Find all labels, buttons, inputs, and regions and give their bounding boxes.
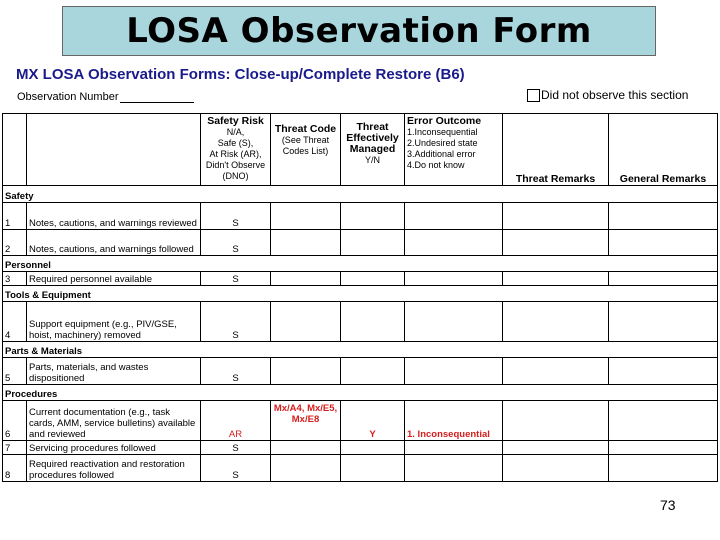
header-threat-code: Threat Code (See Threat Codes List) xyxy=(271,114,341,186)
row-safety-risk[interactable]: S xyxy=(201,272,271,286)
row-item: Required reactivation and restoration procedures followed xyxy=(27,455,201,482)
row-general-remarks[interactable] xyxy=(609,455,718,482)
observation-table xyxy=(2,113,718,482)
row-threat-remarks[interactable] xyxy=(503,230,609,256)
row-threat-remarks[interactable] xyxy=(503,455,609,482)
row-threat-managed[interactable] xyxy=(341,358,405,385)
row-threat-code[interactable] xyxy=(271,230,341,256)
row-general-remarks[interactable] xyxy=(609,302,718,342)
row-number: 4 xyxy=(3,302,27,342)
row-error-outcome[interactable]: 1. Inconsequential xyxy=(405,401,503,441)
row-number: 6 xyxy=(3,401,27,441)
row-safety-risk[interactable]: S xyxy=(201,358,271,385)
row-threat-code[interactable] xyxy=(271,203,341,230)
row-error-outcome[interactable] xyxy=(405,358,503,385)
section-row xyxy=(3,342,718,358)
header-threat-managed: Threat Effectively Managed Y/N xyxy=(341,114,405,186)
section-safety: Safety xyxy=(3,186,718,203)
section-tools: Tools & Equipment xyxy=(3,286,718,302)
row-threat-remarks[interactable] xyxy=(503,203,609,230)
title-banner xyxy=(62,6,656,56)
row-error-outcome[interactable] xyxy=(405,230,503,256)
row-threat-managed[interactable] xyxy=(341,272,405,286)
did-not-observe-label: Did not observe this section xyxy=(541,88,689,102)
row-general-remarks[interactable] xyxy=(609,230,718,256)
did-not-observe[interactable] xyxy=(527,88,688,102)
row-threat-managed[interactable] xyxy=(341,203,405,230)
section-row xyxy=(3,385,718,401)
row-threat-code[interactable] xyxy=(271,358,341,385)
row-item: Servicing procedures followed xyxy=(27,441,201,455)
row-number: 3 xyxy=(3,272,27,286)
table-row xyxy=(3,302,718,342)
table-row xyxy=(3,455,718,482)
row-threat-code[interactable] xyxy=(271,441,341,455)
row-general-remarks[interactable] xyxy=(609,272,718,286)
header-blank-num xyxy=(3,114,27,186)
row-error-outcome[interactable] xyxy=(405,203,503,230)
did-not-observe-checkbox[interactable] xyxy=(527,89,540,102)
row-threat-managed[interactable] xyxy=(341,302,405,342)
header-row xyxy=(3,114,718,186)
header-error-outcome: Error Outcome 1.Inconsequential 2.Undesired state 3.Additional error 4.Do not know xyxy=(405,114,503,186)
form-subtitle: MX LOSA Observation Forms: Close-up/Complete Restore (B6) xyxy=(16,66,465,83)
observation-number-line[interactable] xyxy=(120,92,194,103)
row-number: 1 xyxy=(3,203,27,230)
row-threat-code[interactable] xyxy=(271,272,341,286)
row-threat-code[interactable] xyxy=(271,302,341,342)
table-row xyxy=(3,230,718,256)
table-row xyxy=(3,272,718,286)
row-threat-remarks[interactable] xyxy=(503,358,609,385)
row-threat-managed[interactable]: Y xyxy=(341,401,405,441)
row-general-remarks[interactable] xyxy=(609,358,718,385)
row-threat-remarks[interactable] xyxy=(503,302,609,342)
table-row xyxy=(3,203,718,230)
row-general-remarks[interactable] xyxy=(609,203,718,230)
section-row xyxy=(3,186,718,203)
row-safety-risk[interactable]: S xyxy=(201,203,271,230)
row-number: 7 xyxy=(3,441,27,455)
row-general-remarks[interactable] xyxy=(609,401,718,441)
row-safety-risk[interactable]: AR xyxy=(201,401,271,441)
row-item: Parts, materials, and wastes dispositioned xyxy=(27,358,201,385)
row-threat-managed[interactable] xyxy=(341,441,405,455)
table-row xyxy=(3,441,718,455)
section-procedures: Procedures xyxy=(3,385,718,401)
row-safety-risk[interactable]: S xyxy=(201,441,271,455)
section-row xyxy=(3,256,718,272)
row-threat-code[interactable]: Mx/A4, Mx/E5, Mx/E8 xyxy=(271,401,341,441)
row-error-outcome[interactable] xyxy=(405,272,503,286)
row-threat-remarks[interactable] xyxy=(503,401,609,441)
row-error-outcome[interactable] xyxy=(405,455,503,482)
header-general-remarks: General Remarks xyxy=(609,114,718,186)
row-item: Support equipment (e.g., PIV/GSE, hoist, machinery) removed xyxy=(27,302,201,342)
row-threat-remarks[interactable] xyxy=(503,441,609,455)
row-threat-remarks[interactable] xyxy=(503,272,609,286)
section-personnel: Personnel xyxy=(3,256,718,272)
row-threat-managed[interactable] xyxy=(341,230,405,256)
observation-number-field[interactable] xyxy=(17,91,194,103)
row-general-remarks[interactable] xyxy=(609,441,718,455)
row-item: Current documentation (e.g., task cards, AMM, service bulletins) available and reviewed xyxy=(27,401,201,441)
header-safety-risk: Safety Risk N/A, Safe (S), At Risk (AR), Didn't Observe (DNO) xyxy=(201,114,271,186)
row-safety-risk[interactable]: S xyxy=(201,455,271,482)
header-threat-remarks: Threat Remarks xyxy=(503,114,609,186)
row-safety-risk[interactable]: S xyxy=(201,230,271,256)
row-safety-risk[interactable]: S xyxy=(201,302,271,342)
table-row xyxy=(3,401,718,441)
page-title: LOSA Observation Form xyxy=(126,11,592,51)
section-row xyxy=(3,286,718,302)
row-item: Notes, cautions, and warnings followed xyxy=(27,230,201,256)
row-number: 2 xyxy=(3,230,27,256)
row-error-outcome[interactable] xyxy=(405,302,503,342)
row-threat-code[interactable] xyxy=(271,455,341,482)
row-error-outcome[interactable] xyxy=(405,441,503,455)
observation-number-label: Observation Number xyxy=(17,91,119,103)
table-row xyxy=(3,358,718,385)
row-item: Notes, cautions, and warnings reviewed xyxy=(27,203,201,230)
section-parts: Parts & Materials xyxy=(3,342,718,358)
row-number: 5 xyxy=(3,358,27,385)
row-item: Required personnel available xyxy=(27,272,201,286)
page-number: 73 xyxy=(660,497,676,513)
row-number: 8 xyxy=(3,455,27,482)
row-threat-managed[interactable] xyxy=(341,455,405,482)
header-blank-item xyxy=(27,114,201,186)
